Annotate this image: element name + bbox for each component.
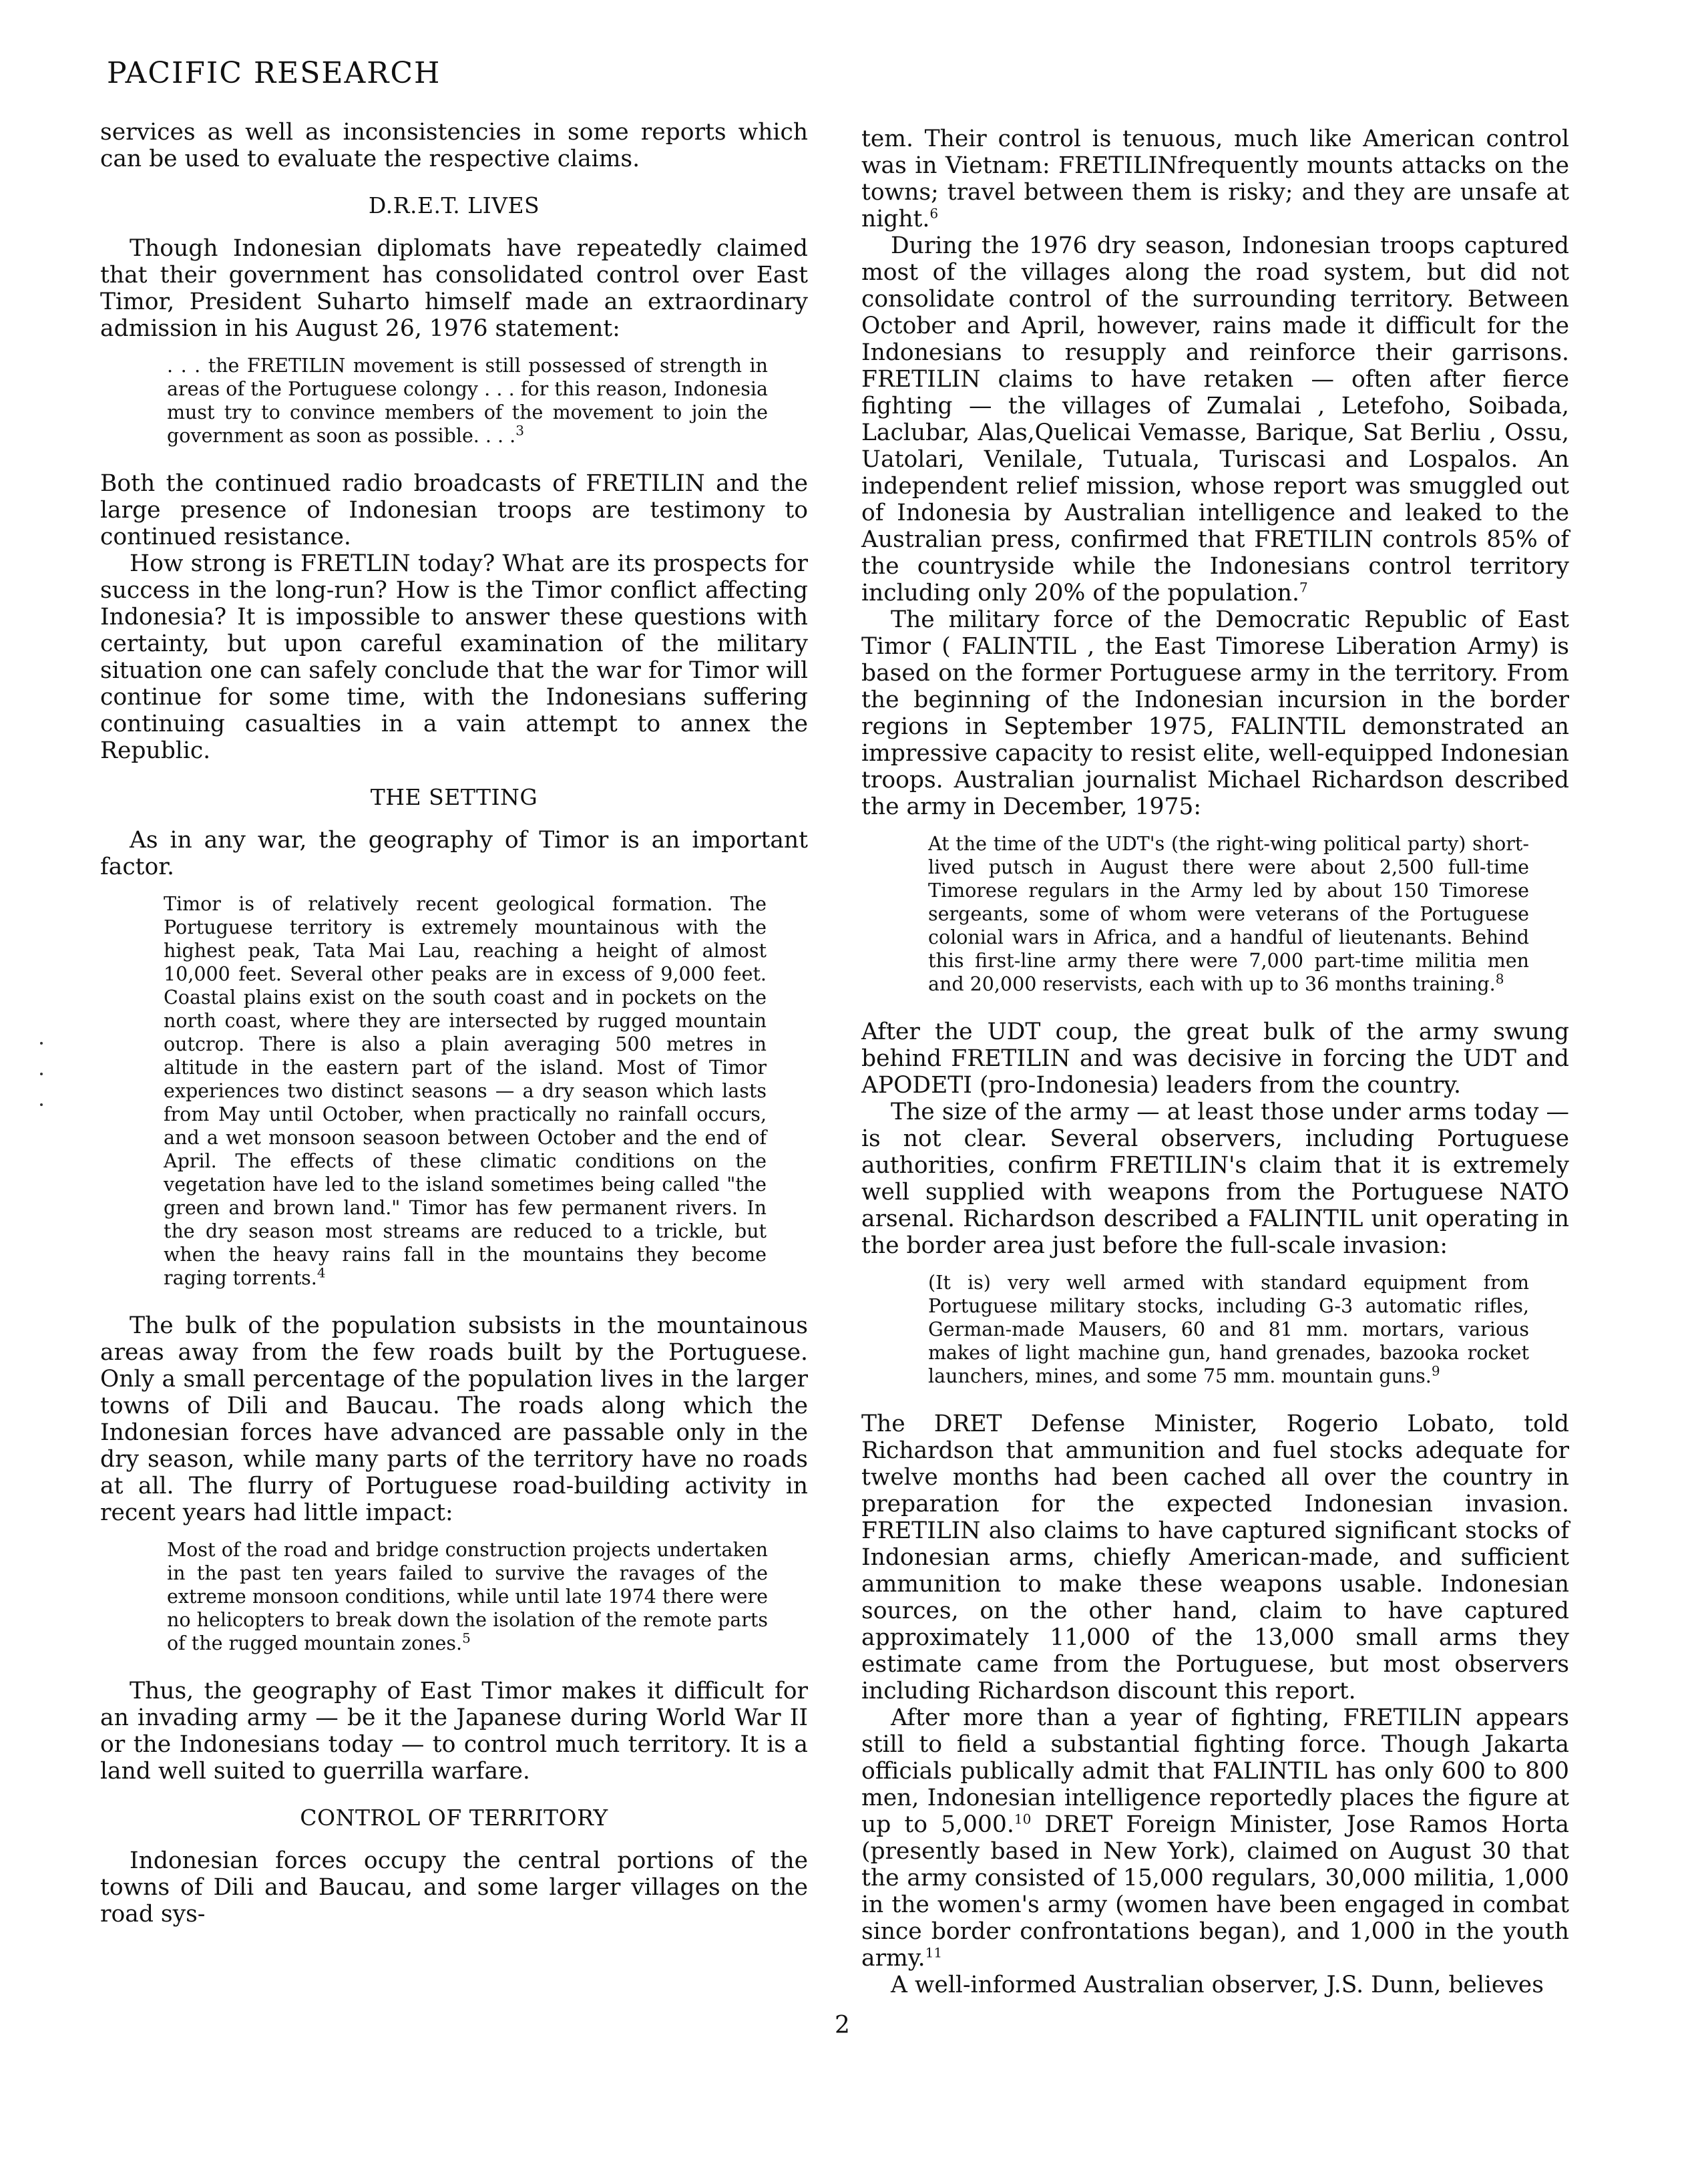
block-quote <box>164 892 767 1290</box>
paragraph: The bulk of the population subsists in the mountainous areas away from the few roads built by the Portuguese. Only a small percentage of the population lives in the larger towns of Dili and Baucau. The roads along which the Indonesian forces have advanced are passable only in the dry season, while many parts of the territory have no roads at all. The flurry of Portuguese road-building activity in recent years had little impact: <box>100 1312 808 1526</box>
section-heading: THE SETTING <box>370 784 538 810</box>
block-quote <box>928 832 1529 996</box>
block-quote <box>167 354 768 447</box>
section-heading: D.R.E.T. LIVES <box>368 192 540 218</box>
page-header: PACIFIC RESEARCH <box>107 56 441 90</box>
footnote-ref: 7 <box>1299 579 1308 596</box>
quote-text: Timor is of relatively recent geological formation. The Portuguese territory is extremely mountainous with the highest peak, Tata Mai Lau, reaching a height of almost 10,000 feet. Several other peaks are in excess of 9,000 feet. Coastal plains exist on the south coast and in pockets on the north coast, where they are intersected by rugged mountain outcrop. There is also a plain averaging 500 metres in altitude in the eastern part of the island. Most of Timor experiences two distinct seasons — a dry season which lasts from May until October, when practically no rainfall occurs, and a wet monsoon seasoon between October and the end of April. The effects of these climatic conditions on the vegetation have led to the island sometimes being called "the green and brown land." Timor has few permanent rivers. In the dry season most streams are reduced to a trickle, but when the heavy rains fall in the mountains they become raging torrents. <box>164 893 767 1289</box>
block-quote <box>167 1538 768 1655</box>
block-quote <box>928 1271 1529 1388</box>
paragraph: The size of the army — at least those under arms today — is not clear. Several observers, including Portuguese authorities, confirm FRETILIN's claim that it is extremely well supplied with weapons from the Portuguese NATO arsenal. Richardson described a FALINTIL unit operating in the border area just before the full-scale invasion: <box>861 1099 1569 1259</box>
footnote-ref: 8 <box>1495 970 1504 987</box>
quote-text: Most of the road and bridge construction projects undertaken in the past ten years failed to survive the ravages of the extreme monsoon conditions, while until late 1974 there were no helicopters to break down the isolation of the remote parts of the rugged mountain zones. <box>167 1539 768 1654</box>
paragraph-text: tem. Their control is tenuous, much like American control was in Vietnam: FRETILINfrequently mounts attacks on the towns; travel between them is risky; and they are unsafe at night. <box>861 126 1569 232</box>
footnote-ref: 5 <box>462 1630 471 1646</box>
quote-text: (It is) very well armed with standard equipment from Portuguese military stocks, including G-3 automatic rifles, German-made Mausers, 60 and 81 mm. mortars, various makes of light machine gun, hand grenades, bazooka rocket launchers, mines, and some 75 mm. mountain guns. <box>928 1272 1529 1387</box>
paragraph: services as well as inconsistencies in some reports which can be used to evaluate the respective claims. <box>100 119 808 172</box>
paragraph <box>861 1704 1569 1972</box>
paragraph: After the UDT coup, the great bulk of the army swung behind FRETILIN and was decisive in forcing the UDT and APODETI (pro-Indonesia) leaders from the country. <box>861 1019 1569 1099</box>
paragraph-text: During the 1976 dry season, Indonesian troops captured most of the villages along the road system, but did not consolidate control of the surrounding territory. Between October and April, however, rains made it difficult for the Indonesians to resupply and reinforce their garrisons. FRETILIN claims to have retaken — often after fierce fighting — the villages of Zumalai , Letefoho, Soibada, Laclubar, Alas,Quelicai Vemasse, Barique, Sat Berliu , Ossu, Uatolari, Venilale, Tutuala, Turiscasi and Lospalos. An independent relief mission, whose report was smuggled out of Indonesia by Australian intelligence and leaked to the Australian press, confirmed that FRETILIN controls 85% of the countryside while the Indonesians control territory including only 20% of the population. <box>861 232 1569 606</box>
footnote-ref: 6 <box>929 205 939 222</box>
right-column <box>861 126 1569 1998</box>
paragraph: As in any war, the geography of Timor is an important factor. <box>100 827 808 880</box>
paragraph-text: After more than a year of fighting, FRETILIN appears still to field a substantial fighting force. Though Jakarta officials publically admit that FALINTIL has only 600 to 800 men, Indonesian intelligence reportedly places the figure at up to 5,000. <box>861 1704 1569 1838</box>
left-column <box>100 119 808 1928</box>
paragraph: A well-informed Australian observer, J.S. Dunn, believes <box>891 1972 1544 1998</box>
paragraph: The DRET Defense Minister, Rogerio Lobato, told Richardson that ammunition and fuel stocks adequate for twelve months had been cached all over the country in preparation for the expected Indonesian invasion. FRETILIN also claims to have captured significant stocks of Indonesian arms, chiefly American-made, and sufficient ammunition to make these weapons usable. Indonesian sources, on the other hand, claim to have captured approximately 11,000 of the 13,000 small arms they estimate came from the Portuguese, but most observers including Richardson discount this report. <box>861 1411 1569 1704</box>
paragraph: The military force of the Democratic Republic of East Timor ( FALINTIL , the East Timorese Liberation Army) is based on the former Portuguese army in the territory. From the beginning of the Indonesian incursion in the border regions in September 1975, FALINTIL demonstrated an impressive capacity to resist elite, well-equipped Indonesian troops. Australian journalist Michael Richardson described the army in December, 1975: <box>861 606 1569 820</box>
footnote-ref: 4 <box>316 1264 326 1281</box>
section-heading: CONTROL OF TERRITORY <box>300 1805 608 1831</box>
paragraph-text: DRET Foreign Minister, Jose Ramos Horta (presently based in New York), claimed on August 30 that the army consisted of 15,000 regulars, 30,000 militia, 1,000 in the women's army (women have been engaged in combat since border confrontations began), and 1,000 in the youth army. <box>861 1811 1569 1972</box>
paragraph: Though Indonesian diplomats have repeatedly claimed that their government has consolidated control over East Timor, President Suharto himself made an extraordinary admission in his August 26, 1976 statement: <box>100 235 808 342</box>
paragraph: Thus, the geography of East Timor makes it difficult for an invading army — be it the Japanese during World War II or the Indonesians today — to control much territory. It is a land well suited to guerrilla warfare. <box>100 1678 808 1785</box>
footnote-ref: 3 <box>515 422 524 439</box>
footnote-ref: 11 <box>925 1944 943 1961</box>
page-number: 2 <box>835 2012 850 2039</box>
paragraph <box>861 232 1569 606</box>
paragraph: Indonesian forces occupy the central portions of the towns of Dili and Baucau, and some larger villages on the road sys- <box>100 1847 808 1928</box>
paragraph: How strong is FRETLIN today? What are its prospects for success in the long-run? How is the Timor conflict affecting Indonesia? It is impossible to answer these questions with certainty, but upon careful examination of the military situation one can safely conclude that the war for Timor will continue for some time, with the Indonesians suffering continuing casualties in a vain attempt to annex the Republic. <box>100 550 808 764</box>
paragraph <box>861 126 1569 232</box>
footnote-ref: 10 <box>1014 1811 1032 1827</box>
quote-text: At the time of the UDT's (the right-wing political party) short-lived putsch in August there were about 2,500 full-time Timorese regulars in the Army led by about 150 Timorese sergeants, some of whom were veterans of the Portuguese colonial wars in Africa, and a handful of lieutenants. Behind this first-line army there were 7,000 part-time militia men and 20,000 reservists, each with up to 36 months training. <box>928 833 1529 995</box>
paragraph: Both the continued radio broadcasts of FRETILIN and the large presence of Indonesian troops are testimony to continued resistance. <box>100 470 808 550</box>
quote-text: . . . the FRETILIN movement is still possessed of strength in areas of the Portuguese colongy . . . for this reason, Indonesia must try to convince members of the movement to join the government as soon as possible. . . . <box>167 355 768 447</box>
footnote-ref: 9 <box>1431 1362 1440 1379</box>
margin-marks <box>40 1042 53 1134</box>
